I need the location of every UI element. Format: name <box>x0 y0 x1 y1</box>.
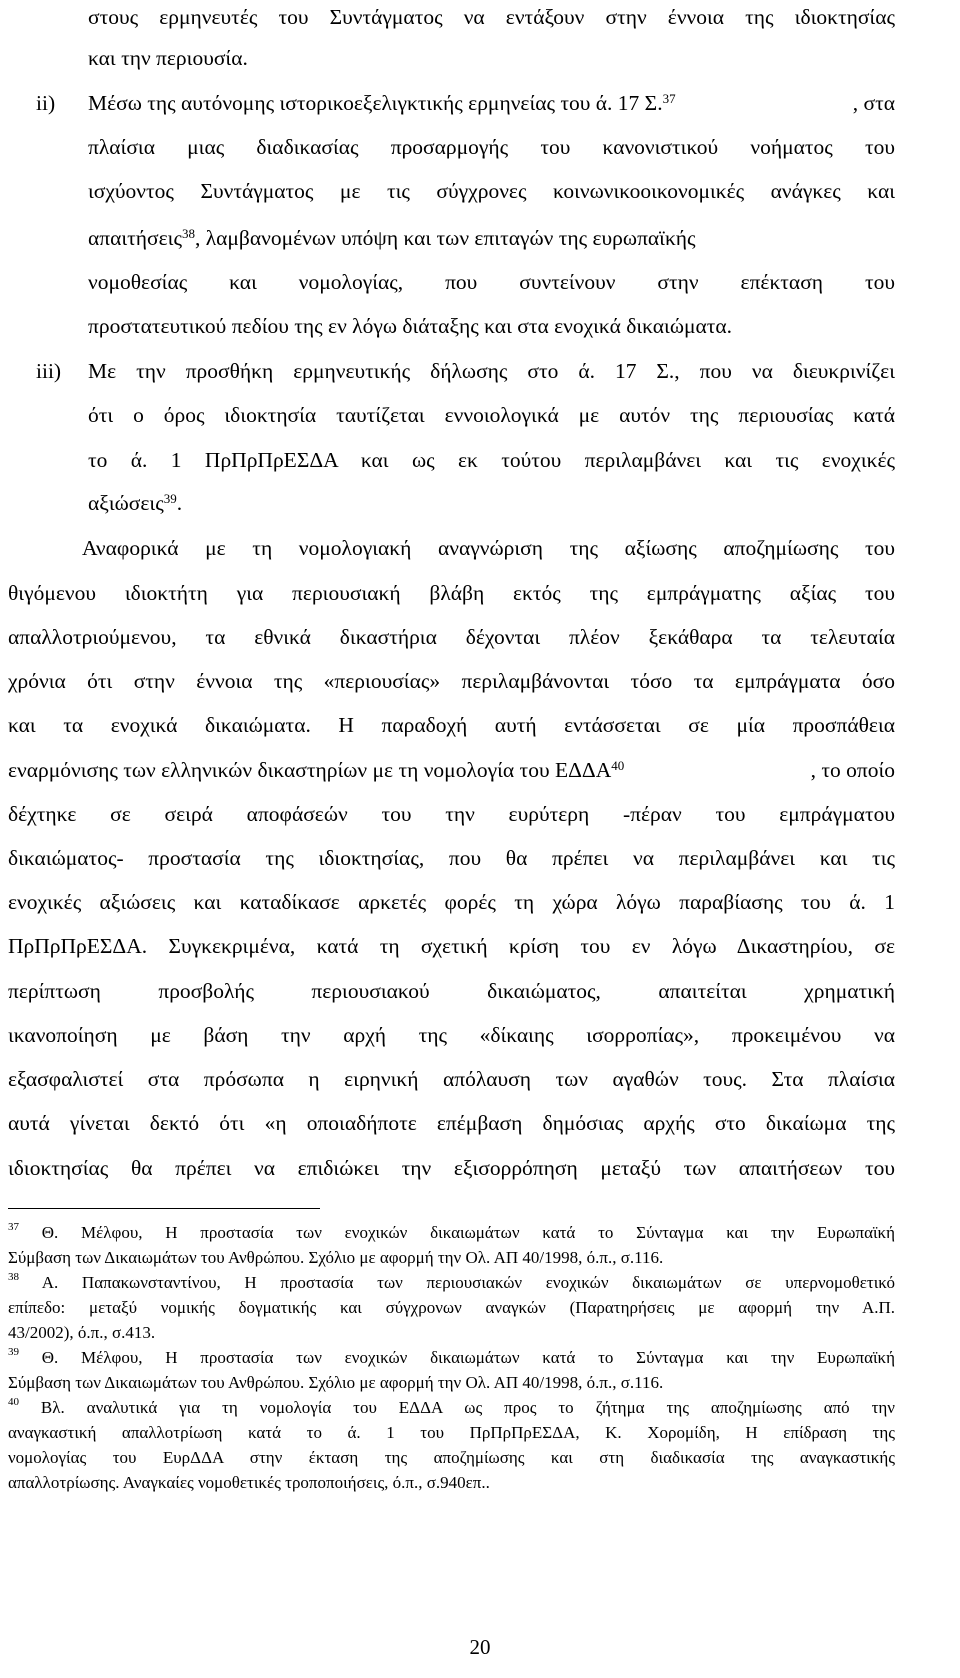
list-item-3-line: το ά. 1 ΠρΠρΠρΕΣΔΑ και ως εκ τούτου περιλαμβάνει και τις ενοχικές <box>88 448 895 472</box>
list-item-2-line: πλαίσια μιας διαδικασίας προσαρμογής του κανονιστικού νοήματος του <box>88 135 895 159</box>
text-span: εναρμόνισης των ελληνικών δικαστηρίων με τη νομολογία του ΕΔΔΑ <box>8 758 612 782</box>
paragraph-line: και τα ενοχικά δικαιώματα. Η παραδοχή αυτή εντάσσεται σε μία προσπάθεια <box>8 713 895 737</box>
text-span: αξιώσεις <box>88 491 164 515</box>
footnote-text: Βλ. αναλυτικά για τη νομολογία του ΕΔΔΑ ως προς το ζήτημα της αποζημίωσης από την <box>40 1398 895 1417</box>
paragraph-line: ιδιοκτησίας θα πρέπει να επιδιώκει την εξισορρόπηση μεταξύ των απαιτήσεων του <box>8 1156 895 1180</box>
footnote-40-line: αναγκαστική απαλλοτρίωση κατά το ά. 1 του ΠρΠρΠρΕΣΔΑ, Κ. Χορομίδη, Η επίδραση της <box>8 1423 895 1442</box>
text-span: απαιτήσεις <box>88 226 182 250</box>
footnote-text: Θ. Μέλφου, Η προστασία των ενοχικών δικαιωμάτων κατά το Σύνταγμα και την Ευρωπαϊκή <box>41 1223 896 1242</box>
paragraph-line: ικανοποίηση με βάση την αρχή της «δίκαιης ισορροπίας», προκειμένου να <box>8 1023 895 1047</box>
footnote-38 <box>8 1272 895 1294</box>
paragraph-line: εξασφαλιστεί στα πρόσωπα η ειρηνική απόλαυση των αγαθών τους. Στα πλαίσια <box>8 1067 895 1091</box>
page-number: 20 <box>469 1635 491 1659</box>
footnote-ref-37[interactable]: 37 <box>662 91 676 106</box>
list-label-iii: iii) <box>36 359 62 383</box>
footnote-separator <box>8 1208 320 1209</box>
paragraph-line: θιγόμενου ιδιοκτήτη για περιουσιακή βλάβη εκτός της εμπράγματης αξίας του <box>8 581 895 605</box>
paragraph-line: Αναφορικά με τη νομολογιακή αναγνώριση της αξίωσης αποζημίωσης του <box>82 536 895 560</box>
text-span: Μέσω της αυτόνομης ιστορικοεξελιγκτικής ερμηνείας του ά. 17 Σ. <box>88 91 663 115</box>
list-item-2-line: ισχύοντος Συντάγματος με τις σύγχρονες κοινωνικοοικονομικές ανάγκες και <box>88 179 895 203</box>
footnote-ref-40[interactable]: 40 <box>611 758 625 773</box>
paragraph-line: χρόνια ότι στην έννοια της «περιουσίας» περιλαμβάνονται τόσο τα εμπράγματα όσο <box>8 669 895 693</box>
paragraph-line <box>8 757 895 783</box>
paragraph-line: ΠρΠρΠρΕΣΔΑ. Συγκεκριμένα, κατά τη σχετική κρίση του εν λόγω Δικαστηρίου, σε <box>8 934 895 958</box>
footnote-text: Α. Παπακωνσταντίνου, Η προστασία των περιουσιακών ενοχικών δικαιωμάτων σε υπερνομοθετικό <box>41 1273 895 1292</box>
footnote-number: 39 <box>8 1346 19 1358</box>
list-item-2-line: προστατευτικού πεδίου της εν λόγω διάταξης και στα ενοχικά δικαιώματα. <box>88 314 733 338</box>
footnote-40-line: νομολογίας του ΕυρΔΔΑ στην έκταση της αποζημίωσης και στη διαδικασία της αναγκαστικής <box>8 1448 895 1467</box>
footnote-ref-39[interactable]: 39 <box>163 491 177 506</box>
paragraph-line: απαλλοτριούμενου, τα εθνικά δικαστήρια δέχονται πλέον ξεκάθαρα τα τελευταία <box>8 625 895 649</box>
footnote-37-line: Σύμβαση των Δικαιωμάτων του Ανθρώπου. Σχόλιο με αφορμή την Ολ. ΑΠ 40/1998, ό.π., σ.116. <box>8 1248 664 1267</box>
text-span: . <box>176 491 183 515</box>
list-item-2-line: νομοθεσίας και νομολογίας, που συντείνουν στην επέκταση του <box>88 270 895 294</box>
footnote-40-line: απαλλοτρίωσης. Αναγκαίες νομοθετικές τροποποιήσεις, ό.π., σ.940επ.. <box>8 1473 490 1492</box>
list-item-3-line: ότι ο όρος ιδιοκτησία ταυτίζεται εννοιολογικά με αυτόν της περιουσίας κατά <box>88 403 895 427</box>
paragraph-line: δέχτηκε σε σειρά αποφάσεών του την ευρύτερη -πέραν του εμπράγματου <box>8 802 895 826</box>
list-item-1-line: και την περιουσία. <box>88 46 248 70</box>
footnote-40 <box>8 1397 895 1419</box>
text-span: , στα <box>852 91 895 115</box>
list-item-3-line: Με την προσθήκη ερμηνευτικής δήλωσης στο ά. 17 Σ., που να διευκρινίζει <box>88 359 895 383</box>
footnote-number: 38 <box>8 1271 19 1283</box>
list-item-2-line <box>88 225 895 251</box>
footnote-39 <box>8 1347 895 1369</box>
footnote-37 <box>8 1222 895 1244</box>
footnote-number: 40 <box>8 1396 19 1408</box>
footnote-text: Θ. Μέλφου, Η προστασία των ενοχικών δικαιωμάτων κατά το Σύνταγμα και την Ευρωπαϊκή <box>41 1348 896 1367</box>
paragraph-line: αυτά γίνεται δεκτό ότι «η οποιαδήποτε επέμβαση δημόσιας αρχής στο δικαίωμα της <box>8 1111 895 1135</box>
footnote-39-line: Σύμβαση των Δικαιωμάτων του Ανθρώπου. Σχόλιο με αφορμή την Ολ. ΑΠ 40/1998, ό.π., σ.116. <box>8 1373 664 1392</box>
list-item-3-line <box>88 490 182 516</box>
list-item-2-line <box>88 90 895 116</box>
footnote-ref-38[interactable]: 38 <box>181 226 195 241</box>
list-label-ii: ii) <box>36 91 56 115</box>
footnote-38-line: επίπεδο: μεταξύ νομικής δογματικής και σύγχρονων αναγκών (Παρατηρήσεις με αφορμή την Α.Π. <box>8 1298 895 1317</box>
footnote-38-line: 43/2002), ό.π., σ.413. <box>8 1323 156 1342</box>
footnote-number: 37 <box>8 1221 19 1233</box>
text-span: , το οποίο <box>810 758 895 782</box>
text-span: , λαμβανομένων υπόψη και των επιταγών της ευρωπαϊκής <box>194 226 696 250</box>
paragraph-line: περίπτωση προσβολής περιουσιακού δικαιώματος, απαιτείται χρηματική <box>8 979 895 1003</box>
paragraph-line: ενοχικές αξιώσεις και καταδίκασε αρκετές φορές τη χώρα λόγω παραβίασης του ά. 1 <box>8 890 895 914</box>
paragraph-line: δικαιώματος- προστασία της ιδιοκτησίας, που θα πρέπει να περιλαμβάνει και τις <box>8 846 895 870</box>
list-item-1-line: στους ερμηνευτές του Συντάγματος να εντάξουν στην έννοια της ιδιοκτησίας <box>88 5 895 29</box>
